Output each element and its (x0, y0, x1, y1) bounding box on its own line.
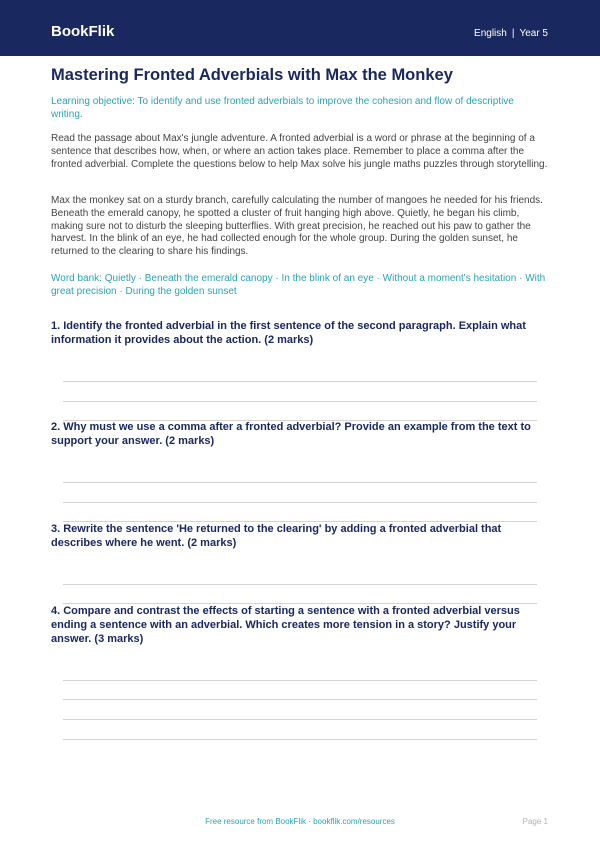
question-3: 3. Rewrite the sentence 'He returned to the clearing' by adding a fronted adverbial that describes where he went. (2 marks) (51, 523, 502, 549)
header-bar (0, 0, 600, 56)
question-2: 2. Why must we use a comma after a fronted adverbial? Provide an example from the text to support your answer. (2 marks) (51, 421, 531, 447)
answer-line[interactable] (63, 680, 537, 681)
answer-line[interactable] (63, 699, 537, 700)
page-number: Page 1 (522, 817, 548, 826)
meta-separator: | (511, 28, 515, 39)
subject-year (474, 28, 548, 39)
answer-line[interactable] (63, 502, 537, 503)
learning-objective: Learning objective: To identify and use fronted adverbials to improve the cohesion and flow of descriptive writing. (51, 96, 514, 120)
footer-credit[interactable]: Free resource from BookFlik · bookflik.com/resources (205, 817, 395, 826)
question-4: 4. Compare and contrast the effects of starting a sentence with a fronted adverbial versus ending a sentence with an adverbial. Which creates more tension in a story? Justify your answer. (3 marks) (51, 605, 520, 645)
answer-line[interactable] (63, 381, 537, 382)
intro-paragraph: Read the passage about Max's jungle adventure. A fronted adverbial is a word or phrase at the beginning of a sentence that describes how, when, or where an action takes place. Remember to place a comma after the fronted adverbial. Complete the questions below to help Max solve his jungle maths puzzles through storytelling. (51, 133, 548, 170)
answer-line[interactable] (63, 482, 537, 483)
answer-line[interactable] (63, 401, 537, 402)
story-paragraph: Max the monkey sat on a sturdy branch, carefully calculating the number of mangoes he needed for his friends. Beneath the emerald canopy, he spotted a cluster of fruit hanging high above. Quietly, he began his climb, making sure not to disturb the sleeping butterflies. With great precision, he reached out his paw to gather the harvest. In the blink of an eye, he had collected enough for the whole group. During the golden sunset, he returned to the clearing to share his findings. (51, 195, 543, 258)
brand-logo[interactable]: BookFlik (51, 23, 115, 40)
question-1: 1. Identify the fronted adverbial in the first sentence of the second paragraph. Explain what information it provides about the action. (2 marks) (51, 320, 526, 346)
answer-line[interactable] (63, 739, 537, 740)
year-label: Year 5 (519, 28, 548, 39)
page-title: Mastering Fronted Adverbials with Max the Monkey (51, 66, 453, 84)
subject-label: English (474, 28, 507, 39)
answer-line[interactable] (63, 584, 537, 585)
answer-line[interactable] (63, 719, 537, 720)
word-bank: Word bank: Quietly · Beneath the emerald canopy · In the blink of an eye · Without a moment's hesitation · With great precision · During the golden sunset (51, 273, 546, 297)
